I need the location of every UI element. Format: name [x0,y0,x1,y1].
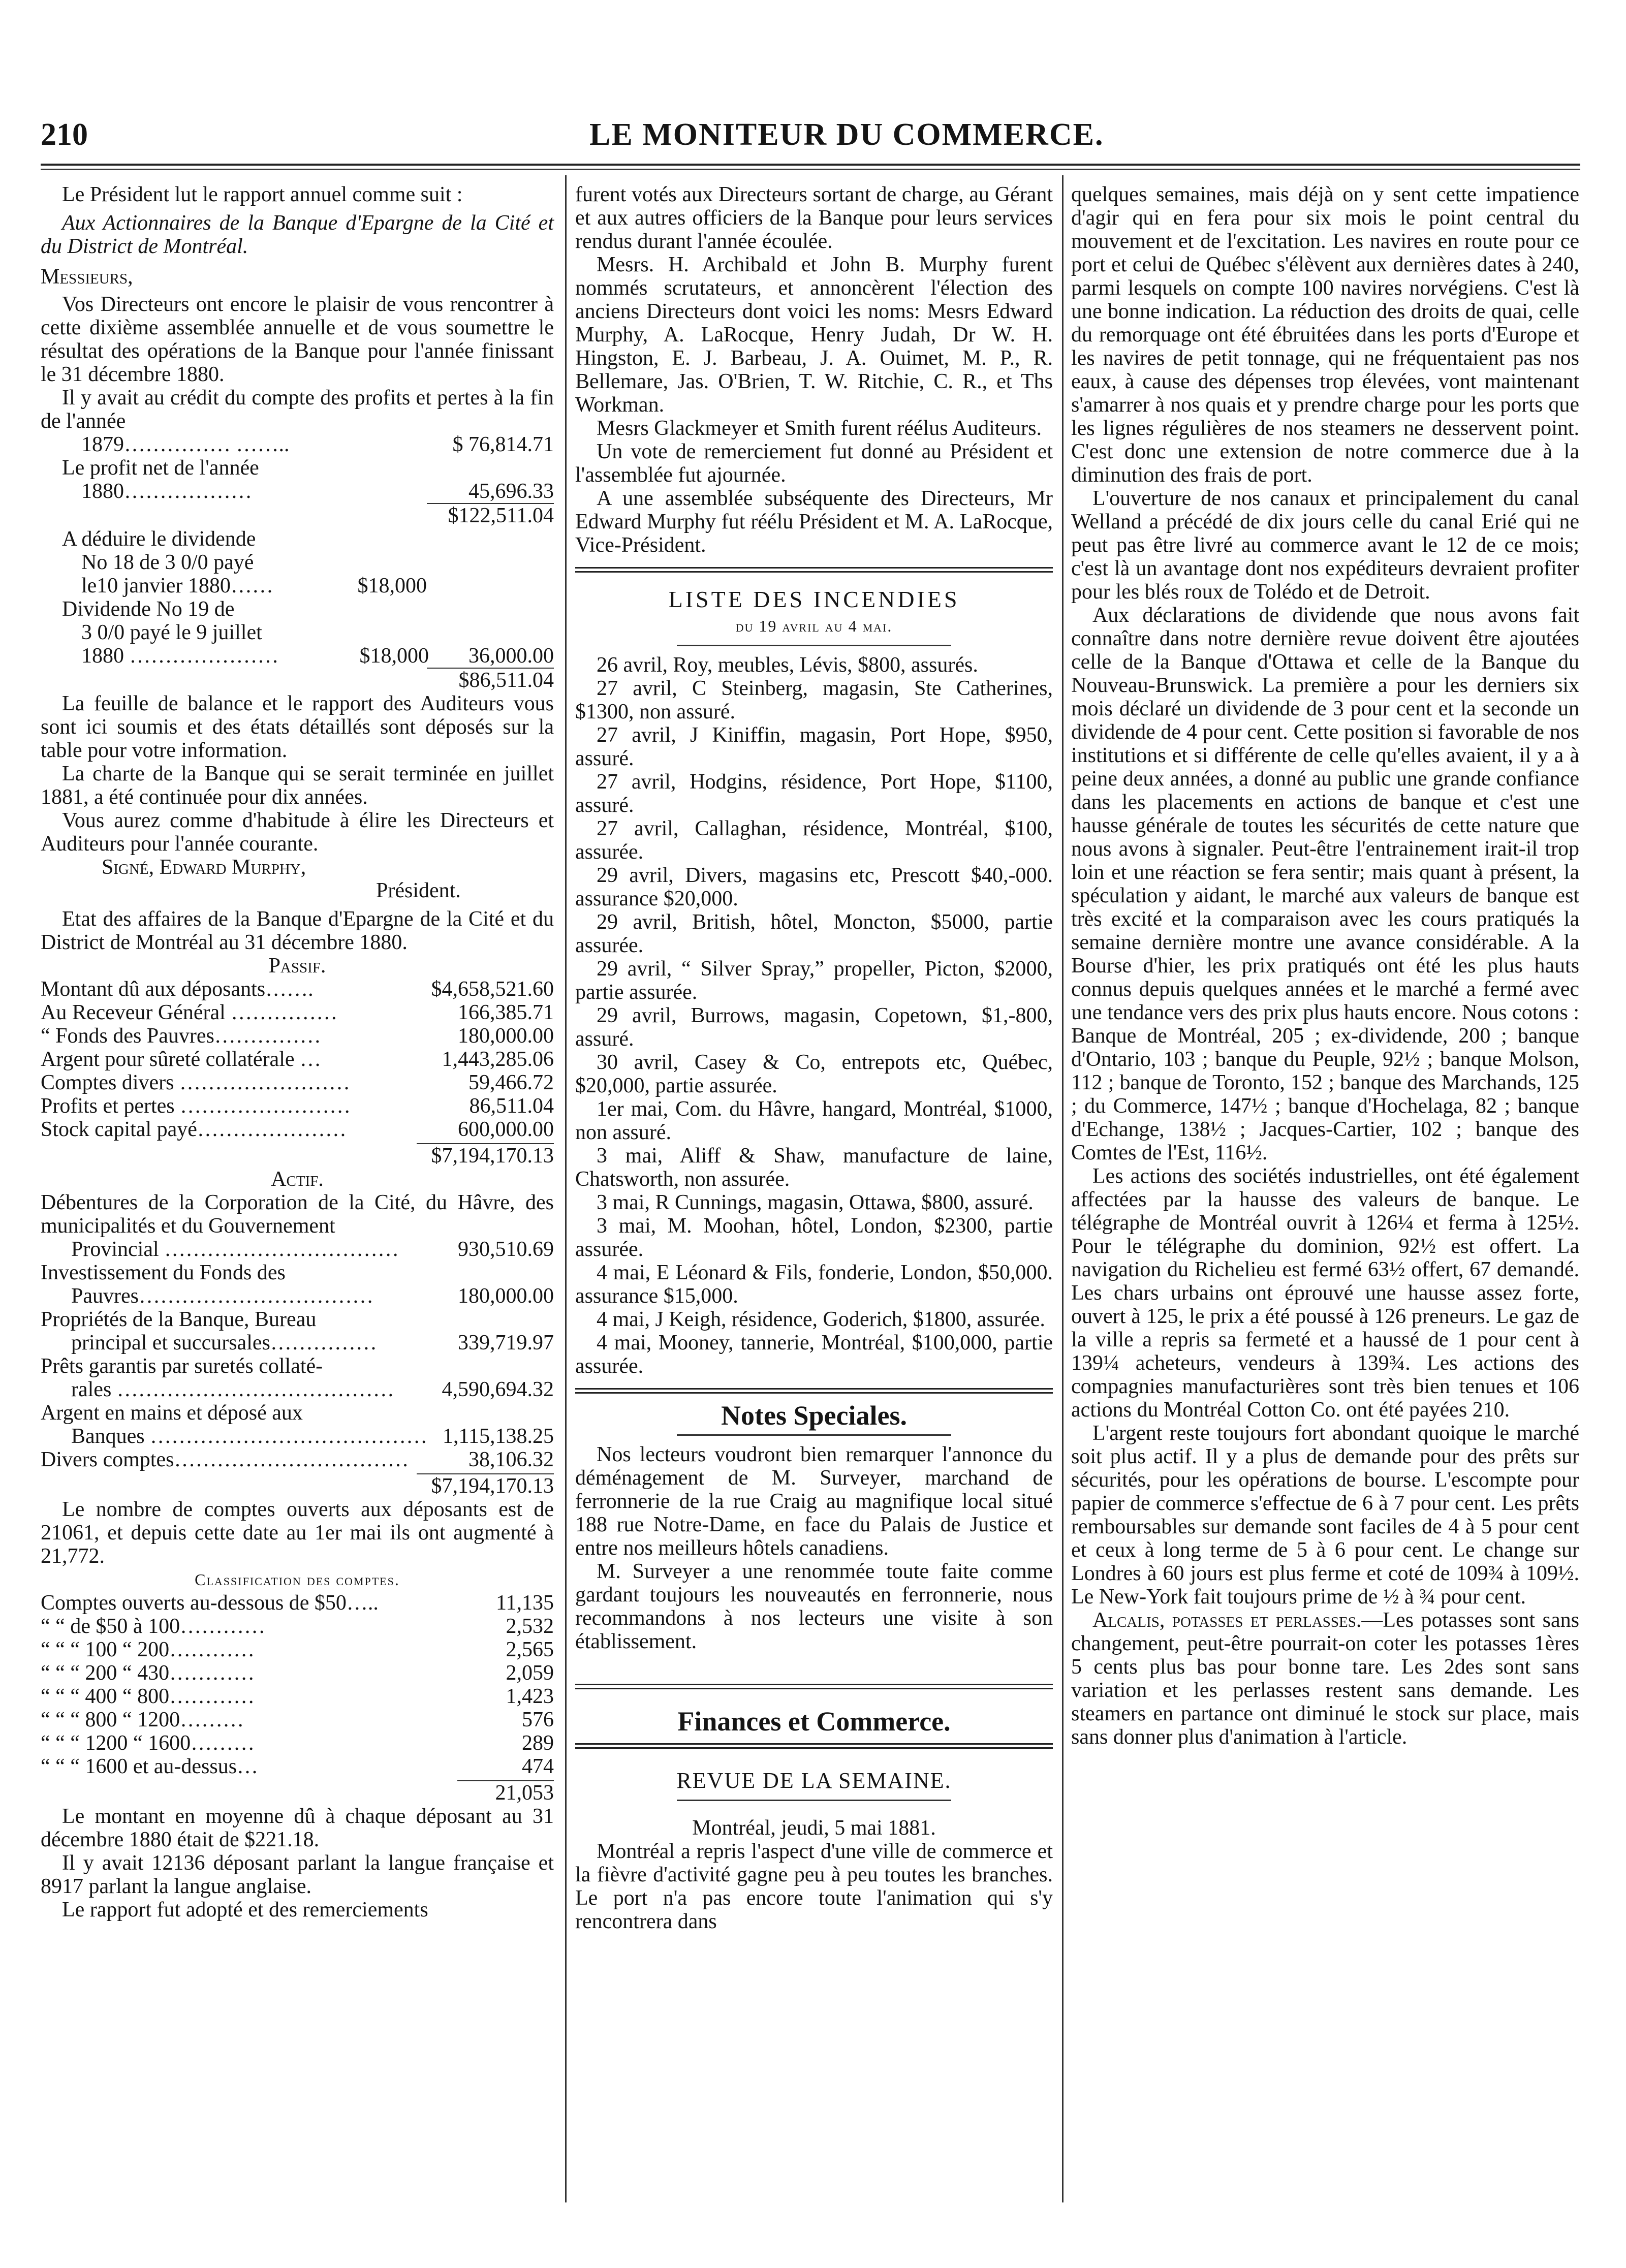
row-label: “ “ “ 800 “ 1200……… [41,1708,244,1731]
short-rule [677,1434,951,1436]
fire-entry: 4 mai, J Keigh, résidence, Goderich, $1800, assurée. [597,1308,1045,1331]
actif-row: Pauvres…………………………… 180,000.00 [71,1284,554,1308]
fires-list [575,653,1053,1378]
row-value: 576 [522,1708,554,1731]
column-divider-2 [1062,175,1064,2202]
row-value: 600,000.00 [458,1118,554,1141]
actif-total: $7,194,170.13 [417,1473,554,1498]
row-value: 2,532 [506,1615,554,1638]
fires-title: LISTE DES INCENDIES [668,586,960,612]
paragraph: quelques semaines, mais déjà on y sent cette impatience d'agir qui en fera pour six mois le point central du mouvement et de l'excitation. Les navires en route pour ce port et celui de Québec s'élèvent aux dernières dates à 240, parmi lesquels on compte 100 navires norvégiens. C'est là une bonne indication. La réduction des droits de quai, celle du remorquage ont été ébruitées dans les ports d'Europe et les navires de petit tonnage, qui ne fréquentaient pas nos eaux, à cause des dépenses trop élevées, vont maintenant s'amarrer à nos quais et y prendre charge pour les ports que les lignes régulières de nos steamers ne desservent point. C'est donc une extension de notre commerce due à la diminution des frais de port. [1071,183,1579,487]
row-label: “ Fonds des Pauvres…………… [41,1024,321,1048]
ledger-total: $86,511.04 [427,668,554,692]
fire-entry: 29 avril, Burrows, magasin, Copetown, $1,-800, assuré. [575,1004,1053,1051]
table-row [41,1661,554,1685]
header-rule [41,164,1580,166]
table-row [41,1118,554,1141]
fire-entry: 29 avril, “ Silver Spray,” propeller, Picton, $2000, partie assurée. [575,957,1053,1004]
actif-label: Prêts garantis par suretés collaté- [41,1354,323,1378]
table-row [41,1094,554,1118]
row-value: 289 [522,1731,554,1755]
actif-label: Argent en mains et déposé aux [41,1401,303,1425]
row-label: Profits et pertes …………………… [41,1094,351,1118]
column-3 [1071,183,1579,1749]
paragraph: Il y avait au crédit du compte des profits et pertes à la fin de l'année [41,386,554,433]
fire-entry: 3 mai, Aliff & Shaw, manufacture de laine, Chatsworth, non assurée. [575,1144,1053,1191]
row-value: 59,466.72 [468,1071,554,1094]
fire-entry: 1er mai, Com. du Hâvre, hangard, Montréal, $1000, non assuré. [575,1097,1053,1144]
column-1 [41,183,554,1922]
page-header [41,117,1590,163]
table-row [41,1591,554,1615]
actif-row: principal et succursales…………… 339,719.97 [71,1331,554,1354]
paragraph: Un vote de remerciement fut donné au Président et l'assemblée fut ajournée. [575,440,1053,487]
paragraph: Montréal a repris l'aspect d'une ville de commerce et la fièvre d'activité gagne peu à peu toutes les branches. Le port n'a pas encore toute l'animation qui s'y rencontrera dans [575,1840,1053,1933]
fire-entry: 26 avril, Roy, meubles, Lévis, $800, assurés. [597,653,978,677]
ledger-label: A déduire le dividende [62,527,256,551]
fire-entry: 3 mai, M. Moohan, hôtel, London, $2300, partie assurée. [575,1214,1053,1261]
paragraph: L'argent reste toujours fort abondant quoique le marché soit plus actif. Il y a plus de demande pour des prêts sur sécurités, pour les opérations de bourse. L'escompte pour papier de commerce s'effectue de 6 à 7 pour cent. Les prêts remboursables sur demande sont faciles de 4 à 5 pour cent et ceux à long terme de 5 à 6 pour cent. Le change sur Londres à 60 jours est plus ferme et coté de 109¾ à 109½. Le New-York fait toujours prime de ½ à ¾ pour cent. [1071,1422,1579,1609]
paragraph: A une assemblée subséquente des Directeurs, Mr Edward Murphy fut réélu Président et M. A. LaRocque, Vice-Président. [575,487,1053,557]
section-rule [575,1388,1053,1394]
finances-title: Finances et Commerce. [677,1706,951,1737]
ledger-row: 1880……………… 45,696.33 [81,480,554,503]
section-rule [575,1684,1053,1689]
paragraph: Nos lecteurs voudront bien remarquer l'annonce du déménagement de M. Surveyer, marchand de ferronnerie de la rue Craig au magnifique local situé 188 rue Notre-Dame, en face du Palais de Justice et entre nos meilleurs hôtels canadiens. [575,1443,1053,1560]
table-row [41,1615,554,1638]
ledger-label: Dividende No 19 de [62,597,235,621]
ledger-label: No 18 de 3 0/0 payé [81,551,254,574]
fires-subtitle: du 19 avril au 4 mai. [735,617,893,635]
row-value: 166,385.71 [458,1001,554,1024]
table-row [41,1001,554,1024]
paragraph: La charte de la Banque qui se serait terminée en juillet 1881, a été continuée pour dix années. [41,762,554,809]
table-row [41,1638,554,1661]
paragraph: Le rapport fut adopté et des remerciements [62,1898,428,1922]
classification-total: 21,053 [457,1780,554,1805]
ledger-label: 3 0/0 payé le 9 juillet [81,621,262,644]
paragraph: L'ouverture de nos canaux et principalement du canal Welland a précédé de dix jours celle du canal Erié qui ne peut pas être livré au commerce avant le 12 de ce mois; c'est là un avantage dont nos expéditeurs devraient profiter pour les blés roux de Tolédo et de Detroit. [1071,487,1579,604]
row-value: 1,443,285.06 [442,1048,554,1071]
paragraph-text: —Les potasses sont sans changement, peut-être pourrait-on coter les potasses 1ères 5 cents plus bas pour bonne tare. Les 2des sont sans variation et les perlasses restent sans demande. Les steamers en partance ont diminué le stock sur place, mais sans donner plus d'animation à l'article. [1071,1609,1579,1749]
row-label: “ “ “ 1200 “ 1600……… [41,1731,255,1755]
dateline: Montréal, jeudi, 5 mai 1881. [692,1816,936,1840]
signature: Signé, Edward Murphy, [102,856,306,879]
row-label: Au Receveur Général …………… [41,1001,338,1024]
paragraph: M. Surveyer a une renommée toute faite comme gardant toujours les nouveautés en ferronnerie, nous recommandons à nos lecteurs une visite à son établissement. [575,1560,1053,1653]
paragraph: Mesrs. H. Archibald et John B. Murphy furent nommés scrutateurs, et annoncèrent l'élection des anciens Directeurs dont voici les noms: Mesrs Edward Murphy, A. LaRocque, Henry Judah, Dr W. H. Hingston, E. J. Barbeau, J. A. Ouimet, M. P., R. Bellemare, Jas. O'Brien, T. W. Ritchie, C. R., et Ths Workman. [575,253,1053,417]
short-rule [677,645,951,646]
paragraph: Vous aurez comme d'habitude à élire les Directeurs et Auditeurs pour l'année courante. [41,809,554,856]
ledger-row: 1880 ………………… $18,000 36,000.00 [81,644,554,668]
journal-title: LE MONITEUR DU COMMERCE. [589,117,1104,152]
paragraph: furent votés aux Directeurs sortant de charge, au Gérant et aux autres officiers de la Banque pour leurs services rendus durant l'année écoulée. [575,183,1053,253]
row-value: 180,000.00 [458,1024,554,1048]
row-value: 1,423 [506,1685,554,1708]
section-rule [575,567,1053,573]
fire-entry: 27 avril, Hodgins, résidence, Port Hope, $1100, assuré. [575,770,1053,817]
page-number: 210 [41,117,88,152]
row-label: Comptes ouverts au-dessous de $50….. [41,1591,379,1615]
short-rule [677,1800,951,1801]
header-rule-thin [41,169,1580,170]
row-value: 11,135 [496,1591,554,1615]
actif-row: rales ………………………………… 4,590,694.32 [71,1378,554,1401]
address-line: Aux Actionnaires de la Banque d'Epargne de la Cité et du District de Montréal. [41,211,554,258]
fire-entry: 4 mai, Mooney, tannerie, Montréal, $100,000, partie assurée. [575,1331,1053,1378]
actif-label: Investissement du Fonds des [41,1261,286,1284]
table-row [41,1685,554,1708]
row-label: “ “ de $50 à 100………… [41,1615,266,1638]
row-value: 86,511.04 [469,1094,554,1118]
actif-row: Provincial …………………………… 930,510.69 [71,1238,554,1261]
row-label: “ “ “ 400 “ 800………… [41,1685,255,1708]
notes-title: Notes Speciales. [721,1400,907,1431]
signature-title: Président. [376,879,461,902]
row-label: Comptes divers …………………… [41,1071,350,1094]
row-label: “ “ “ 200 “ 430………… [41,1661,255,1685]
paragraph: Vos Directeurs ont encore le plaisir de vous rencontrer à cette dixième assemblée annuelle et de vous soumettre le résultat des opérations de la Banque pour l'année finissant le 31 décembre 1880. [41,293,554,386]
table-row [41,1731,554,1755]
row-label: Stock capital payé………………… [41,1118,347,1141]
fire-entry: 29 avril, Divers, magasins etc, Prescott $40,-000. assurance $20,000. [575,864,1053,910]
paragraph: Mesrs Glackmeyer et Smith furent réélus Auditeurs. [597,417,1042,440]
revue-title: REVUE DE LA SEMAINE. [676,1768,952,1793]
row-label: “ “ “ 1600 et au-dessus… [41,1755,259,1778]
table-row [41,1071,554,1094]
passif-table [41,978,554,1141]
fire-entry: 3 mai, R Cunnings, magasin, Ottawa, $800, assuré. [597,1191,1034,1214]
fire-entry: 27 avril, J Kiniffin, magasin, Port Hope, $950, assuré. [575,723,1053,770]
actif-row: Divers comptes…………………………… 38,106.32 [41,1448,554,1471]
paragraph: Le montant en moyenne dû à chaque déposant au 31 décembre 1880 était de $221.18. [41,1805,554,1851]
column-2 [575,183,1053,1933]
row-label: Argent pour sûreté collatérale … [41,1048,322,1071]
section-title-actif: Actif. [271,1168,324,1191]
ledger-row: le10 janvier 1880…… $18,000 [81,574,427,597]
table-row [41,978,554,1001]
run-in-heading: Alcalis, potasses et perlasses. [1092,1609,1362,1632]
row-label: Montant dû aux déposants……. [41,978,314,1001]
passif-total: $7,194,170.13 [417,1143,554,1168]
section-title-passif: Passif. [268,954,326,978]
classification-title: Classification des comptes. [195,1570,400,1589]
row-value: 474 [522,1755,554,1778]
row-label: “ “ “ 100 “ 200………… [41,1638,255,1661]
salutation: Messieurs, [41,265,133,289]
column-divider-1 [565,175,567,2202]
table-row [41,1024,554,1048]
actif-label: Propriétés de la Banque, Bureau [41,1308,317,1331]
paragraph: Le Président lut le rapport annuel comme suit : [62,183,463,206]
fire-entry: 27 avril, Callaghan, résidence, Montréal, $100, assurée. [575,817,1053,864]
actif-row: Banques ………………………………… 1,115,138.25 [71,1425,554,1448]
paragraph: Le nombre de comptes ouverts aux déposants est de 21061, et depuis cette date au 1er mai ils ont augmenté à 21,772. [41,1498,554,1568]
row-value: $4,658,521.60 [431,978,554,1001]
ledger-label: Le profit net de l'année [62,456,259,480]
table-row [41,1755,554,1778]
ledger-total: $122,511.04 [427,503,554,527]
actif-label: Débentures de la Corporation de la Cité, du Hâvre, des municipalités et du Gouvernement [41,1191,554,1238]
paragraph-alcalis [1071,1609,1579,1749]
paragraph: Il y avait 12136 déposant parlant la langue française et 8917 parlant la langue anglaise. [41,1851,554,1898]
fire-entry: 30 avril, Casey & Co, entrepots etc, Québec, $20,000, partie assurée. [575,1051,1053,1097]
paragraph: La feuille de balance et le rapport des Auditeurs vous sont ici soumis et des états détaillés sont déposés sur la table pour votre information. [41,692,554,762]
fire-entry: 29 avril, British, hôtel, Moncton, $5000, partie assurée. [575,910,1053,957]
fire-entry: 4 mai, E Léonard & Fils, fonderie, London, $50,000. assurance $15,000. [575,1261,1053,1308]
classification-table [41,1591,554,1778]
row-value: 2,059 [506,1661,554,1685]
paragraph: Aux déclarations de dividende que nous avons fait connaître dans notre dernière revue doivent être ajoutées celle de la Banque d'Ottawa et celle de la Banque du Nouveau-Brunswick. La première a pour les derniers six mois déclaré un dividende de 3 pour cent et la seconde un dividende de 4 pour cent. Cette position si favorable de nos institutions et si différente de celle qu'elles avaient, il y a à peine deux années, a donné au public une grande confiance dans les placements en actions de banque et c'est une hausse générale de toutes les sécurités de cette nature que nous avons à signaler. Peut-être l'entrainement irait-il trop loin et une réaction se fera sentir; mais quant à présent, la spéculation y aidant, le marché aux valeurs de banque est très excité et la comparaison avec les cours pratiqués la semaine dernière montre une avance considérable. A la Bourse d'hier, les prix pratiqués ont été les plus hauts connus depuis quelques années et le marché a fermé avec une tendance vers des prix plus hauts encore. Nous cotons : Banque de Montréal, 205 ; ex-dividende, 200 ; banque d'Ontario, 103 ; banque du Peuple, 92½ ; banque Molson, 112 ; banque de Toronto, 152 ; banque des Marchands, 125 ; du Commerce, 147½ ; banque d'Hochelaga, 82 ; banque d'Echange, 138½ ; Jacques-Cartier, 102 ; banque des Comtes de l'Est, 116½. [1071,604,1579,1164]
section-rule [575,1743,1053,1749]
table-row [41,1708,554,1731]
paragraph: Etat des affaires de la Banque d'Epargne de la Cité et du District de Montréal au 31 décembre 1880. [41,907,554,954]
paragraph: Les actions des sociétés industrielles, ont été également affectées par la hausse des valeurs de banque. Le télégraphe de Montréal ouvrit à 126¼ et ferma à 125½. Pour le télégraphe du dominion, 92½ est offert. La navigation du Richelieu est fermé 63½ offert, 67 demandé. Les chars urbains ont éprouvé une hausse assez forte, ouvert à 125, le prix a été poussé à 126 preneurs. Le gaz de la ville a repris sa fermeté et a haussé de 1 pour cent à 139¼ acheteurs, vendeurs à 139¾. Les actions des compagnies manufacturières sont très bien tenues et 106 actions du Montréal Cotton Co. ont été payées 210. [1071,1164,1579,1422]
ledger-row: 1879…………… …….. $ 76,814.71 [81,433,554,456]
fire-entry: 27 avril, C Steinberg, magasin, Ste Catherines, $1300, non assuré. [575,677,1053,723]
table-row [41,1048,554,1071]
row-value: 2,565 [506,1638,554,1661]
